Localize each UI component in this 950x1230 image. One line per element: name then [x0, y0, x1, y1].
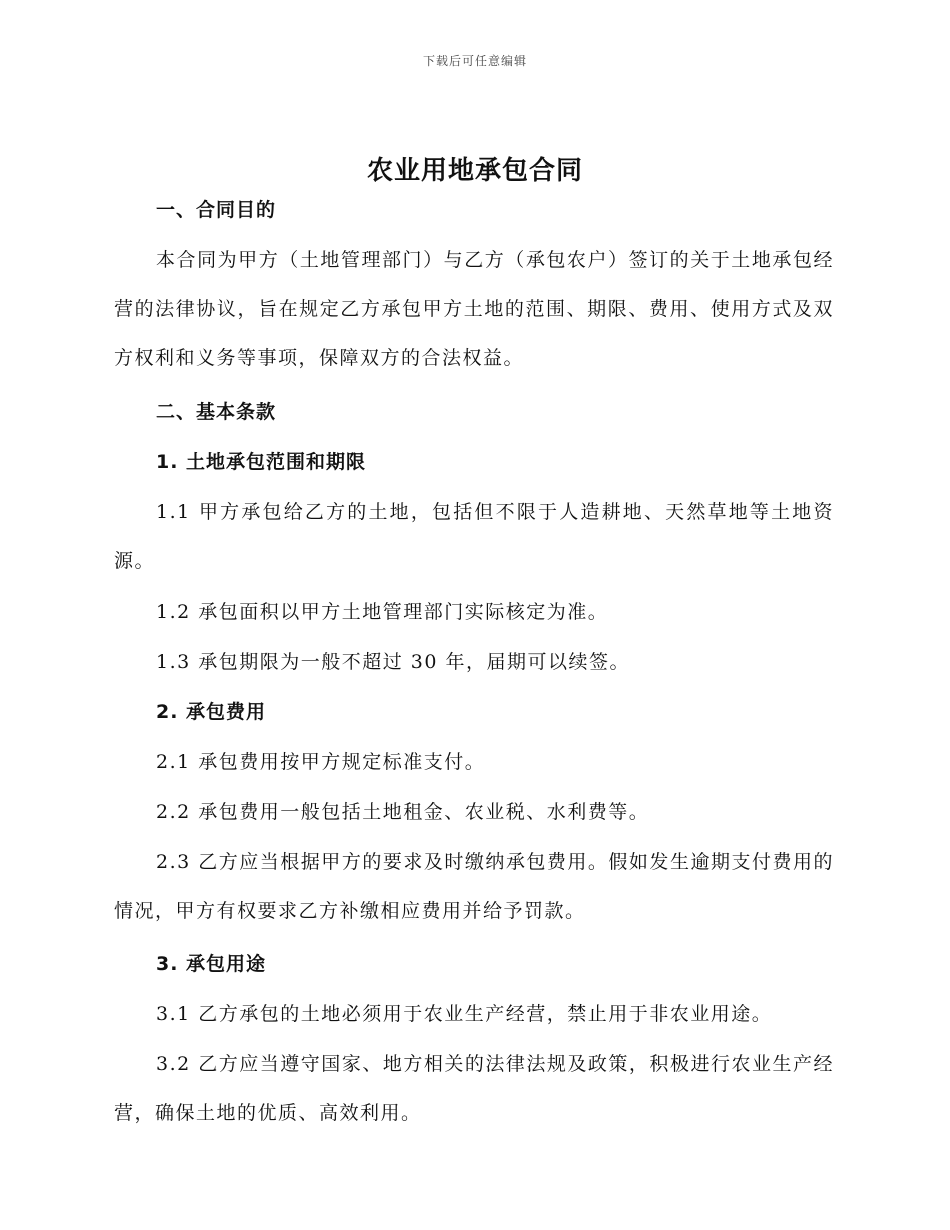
- document-title: 农业用地承包合同: [366, 156, 583, 186]
- section-heading-purpose: 一、合同目的: [156, 199, 277, 221]
- subsection-heading-usage: 3. 承包用途: [156, 953, 267, 975]
- section-heading-basic-terms: 二、基本条款: [156, 401, 277, 423]
- clause-2-3: 2.3 乙方应当根据甲方的要求及时缴纳承包费用。假如发生逾期支付费用的情况，甲方有权要求乙方补缴相应费用并给予罚款。: [114, 851, 834, 922]
- subsection-heading-scope: 1. 土地承包范围和期限: [156, 451, 367, 473]
- header-note: 下载后可任意编辑: [422, 54, 527, 68]
- clause-3-1: 3.1 乙方承包的土地必须用于农业生产经营，禁止用于非农业用途。: [156, 1003, 773, 1025]
- clause-2-2: 2.2 承包费用一般包括土地租金、农业税、水利费等。: [156, 801, 650, 823]
- clause-1-2: 1.2 承包面积以甲方土地管理部门实际核定为准。: [156, 601, 609, 623]
- subsection-heading-fees: 2. 承包费用: [156, 701, 267, 723]
- clause-3-2: 3.2 乙方应当遵守国家、地方相关的法律法规及政策，积极进行农业生产经营，确保土地的优质、高效利用。: [114, 1053, 834, 1124]
- clause-2-1: 2.1 承包费用按甲方规定标准支付。: [156, 751, 486, 773]
- clause-1-3: 1.3 承包期限为一般不超过 30 年，届期可以续签。: [156, 651, 631, 673]
- paragraph-purpose: 本合同为甲方（土地管理部门）与乙方（承包农户）签订的关于土地承包经营的法律协议，旨在规定乙方承包甲方土地的范围、期限、费用、使用方式及双方权利和义务等事项，保障双方的合法权益。: [114, 249, 834, 369]
- clause-1-1: 1.1 甲方承包给乙方的土地，包括但不限于人造耕地、天然草地等土地资源。: [114, 501, 834, 572]
- document-body: [114, 196, 834, 1138]
